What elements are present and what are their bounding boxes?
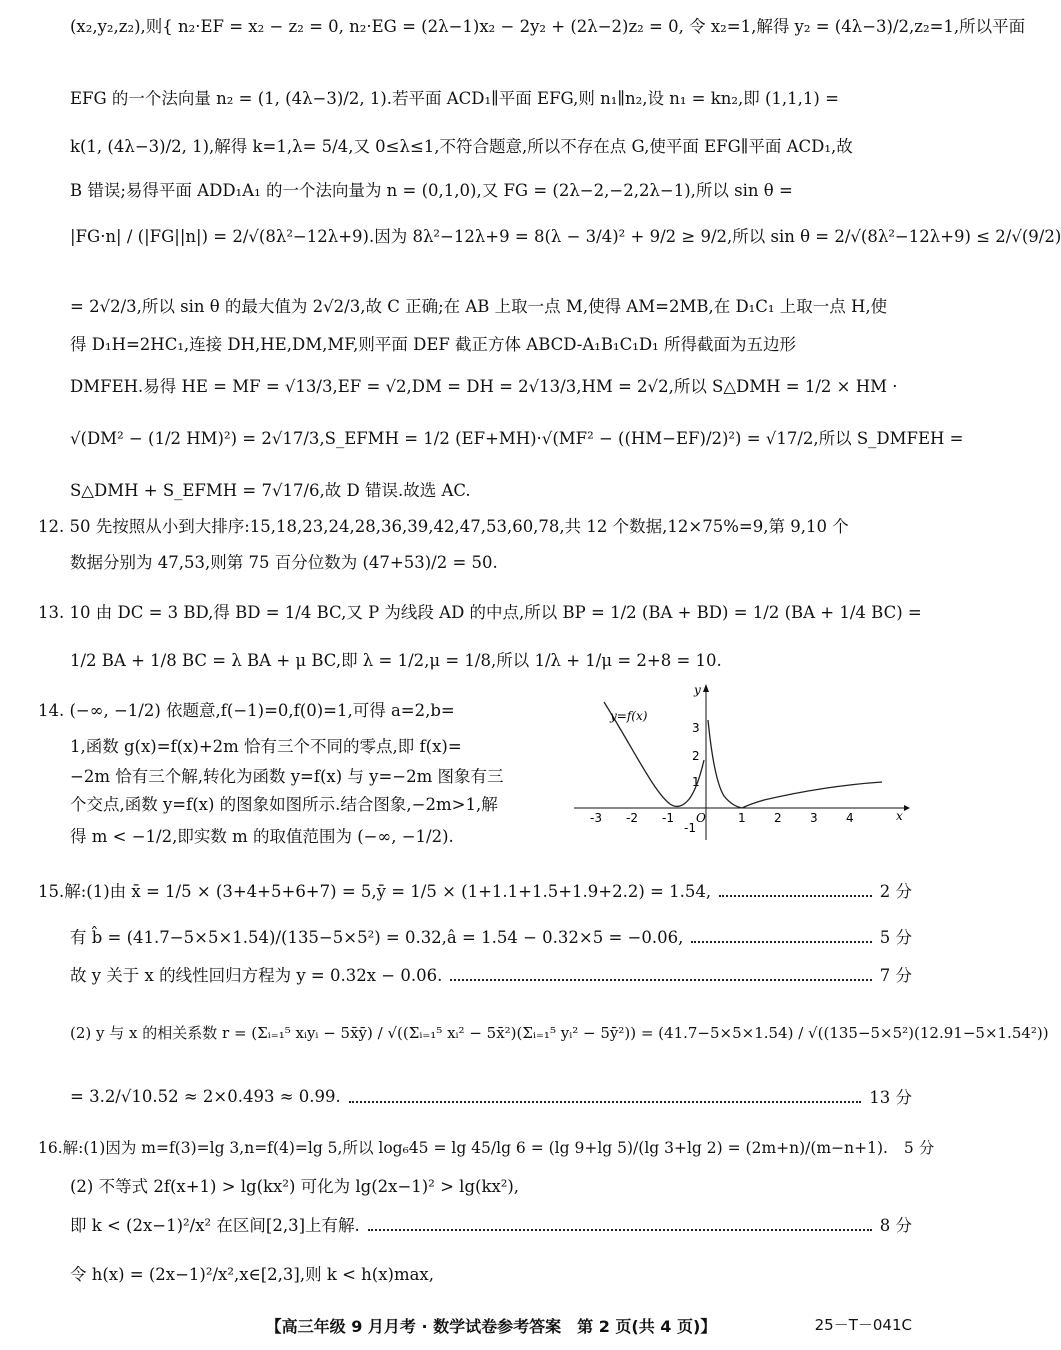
solution-line-3: k(1, (4λ−3)/2, 1),解得 k=1,λ= 5/4,又 0≤λ≤1,不符合题意,所以不存在点 G,使平面 EFG∥平面 ACD₁,故 <box>70 137 853 156</box>
x-tick-label: -3 <box>590 811 602 825</box>
x-tick-label: 1 <box>738 811 746 825</box>
answer-14-line-4: 个交点,函数 y=f(x) 的图象如图所示.结合图象,−2m>1,解 <box>70 795 498 814</box>
score-points: 13 分 <box>869 1088 912 1107</box>
x-tick-label: -1 <box>662 811 674 825</box>
curve-middle-branch <box>708 720 742 808</box>
answer-14-line-3: −2m 恰有三个解,转化为函数 y=f(x) 与 y=−2m 图象有三 <box>70 767 504 786</box>
curve-right-branch <box>742 782 882 808</box>
score-points: 5 分 <box>879 928 912 947</box>
solution-line-7: 得 D₁H=2HC₁,连接 DH,HE,DM,MF,则平面 DEF 截正方体 ABCD-A₁B₁C₁D₁ 所得截面为五边形 <box>70 335 796 354</box>
leader-dots <box>719 895 872 897</box>
solution-line-2: EFG 的一个法向量 n₂ = (1, (4λ−3)/2, 1).若平面 ACD₁∥平面 EFG,则 n₁∥n₂,设 n₁ = kn₂,即 (1,1,1) = <box>70 89 839 108</box>
y-axis-label: y <box>694 683 701 697</box>
footer-title: 【高三年级 9 月月考 · 数学试卷参考答案 第 2 页(共 4 页)】 <box>265 1317 717 1336</box>
answer-16-step-2 <box>70 1212 912 1236</box>
solution-line-6: = 2√2/3,所以 sin θ 的最大值为 2√2/3,故 C 正确;在 AB 上取一点 M,使得 AM=2MB,在 D₁C₁ 上取一点 H,使 <box>70 297 888 316</box>
leader-dots <box>691 941 871 943</box>
leader-dots <box>368 1229 872 1231</box>
solution-line-1: (x₂,y₂,z₂),则{ n₂·EF = x₂ − z₂ = 0, n₂·EG = (2λ−1)x₂ − 2y₂ + (2λ−2)z₂ = 0, 令 x₂=1,解得 y₂ = (4λ−3)/2,z₂=1,所以平面 <box>70 17 1026 36</box>
answer-14-line-2: 1,函数 g(x)=f(x)+2m 恰有三个不同的零点,即 f(x)= <box>70 737 462 756</box>
answer-15-step-4 <box>70 1084 912 1108</box>
solution-line-8: DMFEH.易得 HE = MF = √13/3,EF = √2,DM = DH = 2√13/3,HM = 2√2,所以 S△DMH = 1/2 × HM · <box>70 377 898 396</box>
footer-code: 25－T－041C <box>814 1316 912 1334</box>
score-points: 2 分 <box>879 882 912 901</box>
step-text: 15.解:(1)由 x̄ = 1/5 × (3+4+5+6+7) = 5,ȳ = 1/5 × (1+1.1+1.5+1.9+2.2) = 1.54, <box>38 882 712 901</box>
step-text: 故 y 关于 x 的线性回归方程为 y = 0.32x − 0.06. <box>70 966 443 985</box>
y-tick-label: 1 <box>692 775 700 789</box>
x-tick-label: -2 <box>626 811 638 825</box>
answer-12-line-1: 12. 50 先按照从小到大排序:15,18,23,24,28,36,39,42,47,53,60,78,共 12 个数据,12×75%=9,第 9,10 个 <box>38 517 849 536</box>
answer-15-step-1 <box>38 878 912 902</box>
answer-15-step-2 <box>70 924 912 948</box>
solution-line-9: √(DM² − (1/2 HM)²) = 2√17/3,S_EFMH = 1/2 (EF+MH)·√(MF² − ((HM−EF)/2)²) = √17/2,所以 S_DMFEH = <box>70 429 964 448</box>
answer-14-line-5: 得 m < −1/2,即实数 m 的取值范围为 (−∞, −1/2). <box>70 827 454 846</box>
y-tick-label: 2 <box>692 749 700 763</box>
x-tick-label: 3 <box>810 811 818 825</box>
answer-12-line-2: 数据分别为 47,53,则第 75 百分位数为 (47+53)/2 = 50. <box>70 553 498 572</box>
score-points: 7 分 <box>879 966 912 985</box>
step-text: 16.解:(1)因为 m=f(3)=lg 3,n=f(4)=lg 5,所以 log₆45 = lg 45/lg 6 = (lg 9+lg 5)/(lg 3+lg 2) = (2m+n)/(m−n+1). <box>38 1139 888 1157</box>
step-text: 有 b̂ = (41.7−5×5×1.54)/(135−5×5²) = 0.32,â = 1.54 − 0.32×5 = −0.06, <box>70 928 684 947</box>
answer-13-line-2: 1/2 BA + 1/8 BC = λ BA + μ BC,即 λ = 1/2,μ = 1/8,所以 1/λ + 1/μ = 2+8 = 10. <box>70 651 722 670</box>
x-tick-label: 2 <box>774 811 782 825</box>
solution-line-10: S△DMH + S_EFMH = 7√17/6,故 D 错误.故选 AC. <box>70 481 471 500</box>
y-axis-arrow <box>703 684 709 692</box>
score-points: 5 分 <box>903 1139 935 1157</box>
x-axis-arrow <box>904 805 910 811</box>
answer-16-step-1 <box>38 1136 935 1158</box>
answer-14-line-1: 14. (−∞, −1/2) 依题意,f(−1)=0,f(0)=1,可得 a=2,b= <box>38 701 455 720</box>
solution-line-5: |FG·n| / (|FG||n|) = 2/√(8λ²−12λ+9).因为 8λ²−12λ+9 = 8(λ − 3/4)² + 9/2 ≥ 9/2,所以 sin θ = 2/√(8λ²−12λ+9) ≤ 2/√(9/2) <box>70 227 1061 246</box>
answer-16-line-2: (2) 不等式 2f(x+1) > lg(kx²) 可化为 lg(2x−1)² > lg(kx²), <box>70 1177 520 1196</box>
y-tick-label: -1 <box>684 821 696 835</box>
curve-label: y=f(x) <box>610 709 648 723</box>
leader-dots <box>450 979 871 981</box>
answer-16-line-4: 令 h(x) = (2x−1)²/x²,x∈[2,3],则 k < h(x)max, <box>70 1265 434 1284</box>
origin-label: O <box>696 811 706 825</box>
x-axis-label: x <box>896 809 903 823</box>
step-text: 即 k < (2x−1)²/x² 在区间[2,3]上有解. <box>70 1216 360 1235</box>
step-text: = 3.2/√10.52 ≈ 2×0.493 ≈ 0.99. <box>70 1086 341 1106</box>
score-points: 8 分 <box>879 1216 912 1235</box>
leader-dots <box>349 1101 861 1103</box>
answer-15-correlation: (2) y 与 x 的相关系数 r = (Σᵢ₌₁⁵ xᵢyᵢ − 5x̄ȳ) / √((Σᵢ₌₁⁵ xᵢ² − 5x̄²)(Σᵢ₌₁⁵ yᵢ² − 5ȳ²)) = (41.7−5×5×1.54) / √((135−5×5²)(12.91−5×1.54²)) <box>70 1024 1049 1042</box>
function-graph <box>574 680 910 844</box>
y-tick-label: 3 <box>692 721 700 735</box>
answer-15-step-3 <box>70 962 912 986</box>
answer-13-line-1: 13. 10 由 DC = 3 BD,得 BD = 1/4 BC,又 P 为线段 AD 的中点,所以 BP = 1/2 (BA + BD) = 1/2 (BA + 1/4 BC) = <box>38 603 922 622</box>
solution-line-4: B 错误;易得平面 ADD₁A₁ 的一个法向量为 n = (0,1,0),又 FG = (2λ−2,−2,2λ−1),所以 sin θ = <box>70 181 793 200</box>
x-tick-label: 4 <box>846 811 854 825</box>
